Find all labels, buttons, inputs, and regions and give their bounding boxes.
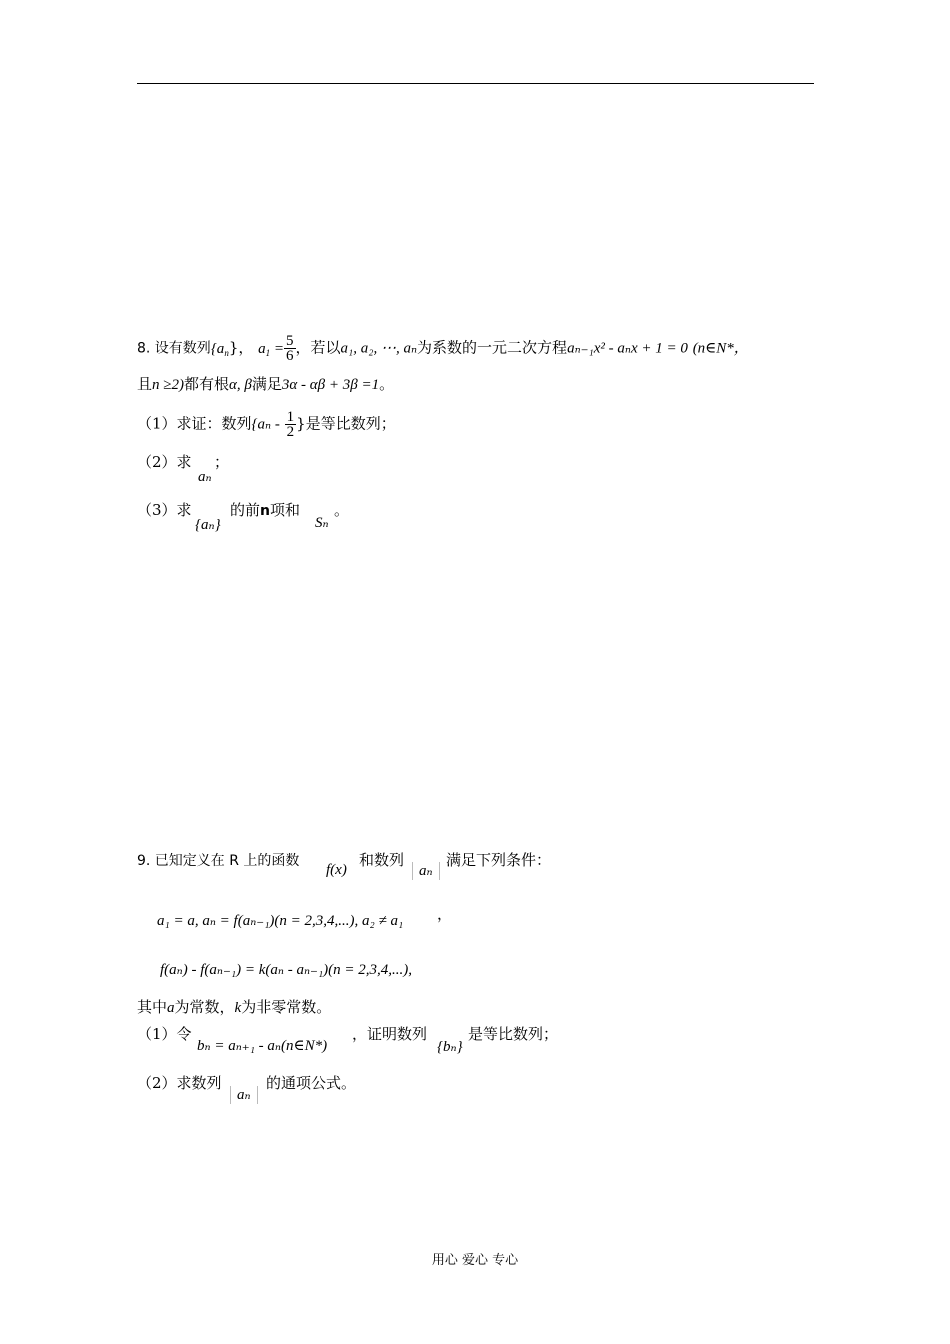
q9-func: f(x): [326, 862, 347, 878]
q9-line1-end: 满足下列条件：: [446, 851, 552, 869]
q9-part2-label: （2）求数列: [137, 1074, 222, 1092]
q8-part-2: [137, 451, 192, 473]
q8-part-3: [137, 499, 192, 521]
q9-part1-mid: ，证明数列: [352, 1025, 428, 1043]
q8-line2-cond: n ≥2): [152, 377, 184, 393]
q8-line2-prefix: 且: [137, 375, 153, 393]
q9-part-2: [137, 1072, 222, 1094]
q9-part2-seq: aₙ: [230, 1086, 258, 1104]
q9-cond1: a₁ = a, aₙ = f(aₙ₋₁)(n = 2,3,4,...), a₂ ≠ a₁: [157, 913, 404, 929]
q8-cond: (n∈N*，: [692, 340, 749, 357]
q8-equation-intro: 为系数的一元二次方程: [417, 338, 568, 357]
q8-line2-end: 。: [379, 375, 395, 393]
q9-part1-seq: {bₙ}: [437, 1039, 463, 1055]
q8-relation: 3α - αβ + 3β =1: [281, 377, 380, 393]
q8-line-2: [137, 373, 394, 396]
q8-part3-label: （3）求: [137, 501, 192, 519]
q8-part1-seq: {aₙ -: [251, 416, 280, 433]
q8-part2-var: aₙ: [198, 469, 212, 485]
q9-part-1: [137, 1023, 192, 1045]
q9-line-4: 其中a为常数，k为非零常数。: [137, 998, 332, 1016]
q9-cond2: f(aₙ) - f(aₙ₋₁) = k(aₙ - aₙ₋₁)(n = 2,3,4,...),: [160, 962, 413, 978]
q8-half-fraction: $\frac{1}{2}$: [286, 409, 295, 440]
q8-part3-text: 的前n项和: [230, 501, 300, 519]
q8-seq: {$a_n$: [210, 340, 229, 358]
q9-line1-mid: 和数列: [359, 851, 405, 869]
q8-equation: aₙ₋₁x² - aₙx + 1 = 0: [567, 340, 688, 357]
q9-part1-label: （1）令: [137, 1025, 192, 1043]
footer-slogan: 用心 爱心 专心: [431, 1253, 519, 1268]
q9-seq: aₙ: [412, 862, 440, 880]
q9-const-k: k: [234, 1000, 242, 1016]
q8-line2-text: 都有根: [184, 375, 230, 393]
q9-part1-end: 是等比数列；: [468, 1025, 559, 1043]
q8-coeffs: a₁, a₂, ⋯, aₙ: [340, 340, 418, 357]
q8-part1-end: }是等比数列；: [296, 414, 396, 433]
q8-part-1: [137, 410, 396, 439]
q8-part2-end: ；: [214, 453, 230, 471]
q9-part2-end: 的通项公式。: [266, 1074, 357, 1092]
q8-part3-sum: Sₙ: [315, 515, 329, 531]
q8-coeffs-intro: ，若以: [295, 338, 341, 357]
q9-const-a: a: [167, 1000, 175, 1016]
q9-cond1-end: ，: [437, 905, 453, 923]
q8-part3-seq: {aₙ}: [195, 517, 221, 533]
q8-a1: $a_1$ =: [258, 340, 285, 358]
q8-part1-label: （1）求证：数列: [137, 414, 252, 433]
q9-part1-def: bₙ = aₙ₊₁ - aₙ(n∈N*): [197, 1038, 328, 1054]
q8-part3-end: 。: [334, 501, 350, 519]
q8-line-1: [137, 334, 749, 364]
q9-line-1: [137, 849, 299, 872]
q8-fraction: $\frac{5}{6}$: [286, 333, 294, 364]
q8-prefix: 8. 设有数列: [137, 340, 211, 357]
q8-part2-label: （2）求: [137, 453, 192, 471]
q8-sep1: }，: [228, 338, 254, 357]
q9-prefix: 9. 已知定义在 R 上的函数: [137, 853, 300, 869]
header-rule: [137, 83, 814, 84]
q8-line2-text2: 满足: [251, 375, 282, 393]
q8-roots: α, β: [229, 377, 252, 393]
